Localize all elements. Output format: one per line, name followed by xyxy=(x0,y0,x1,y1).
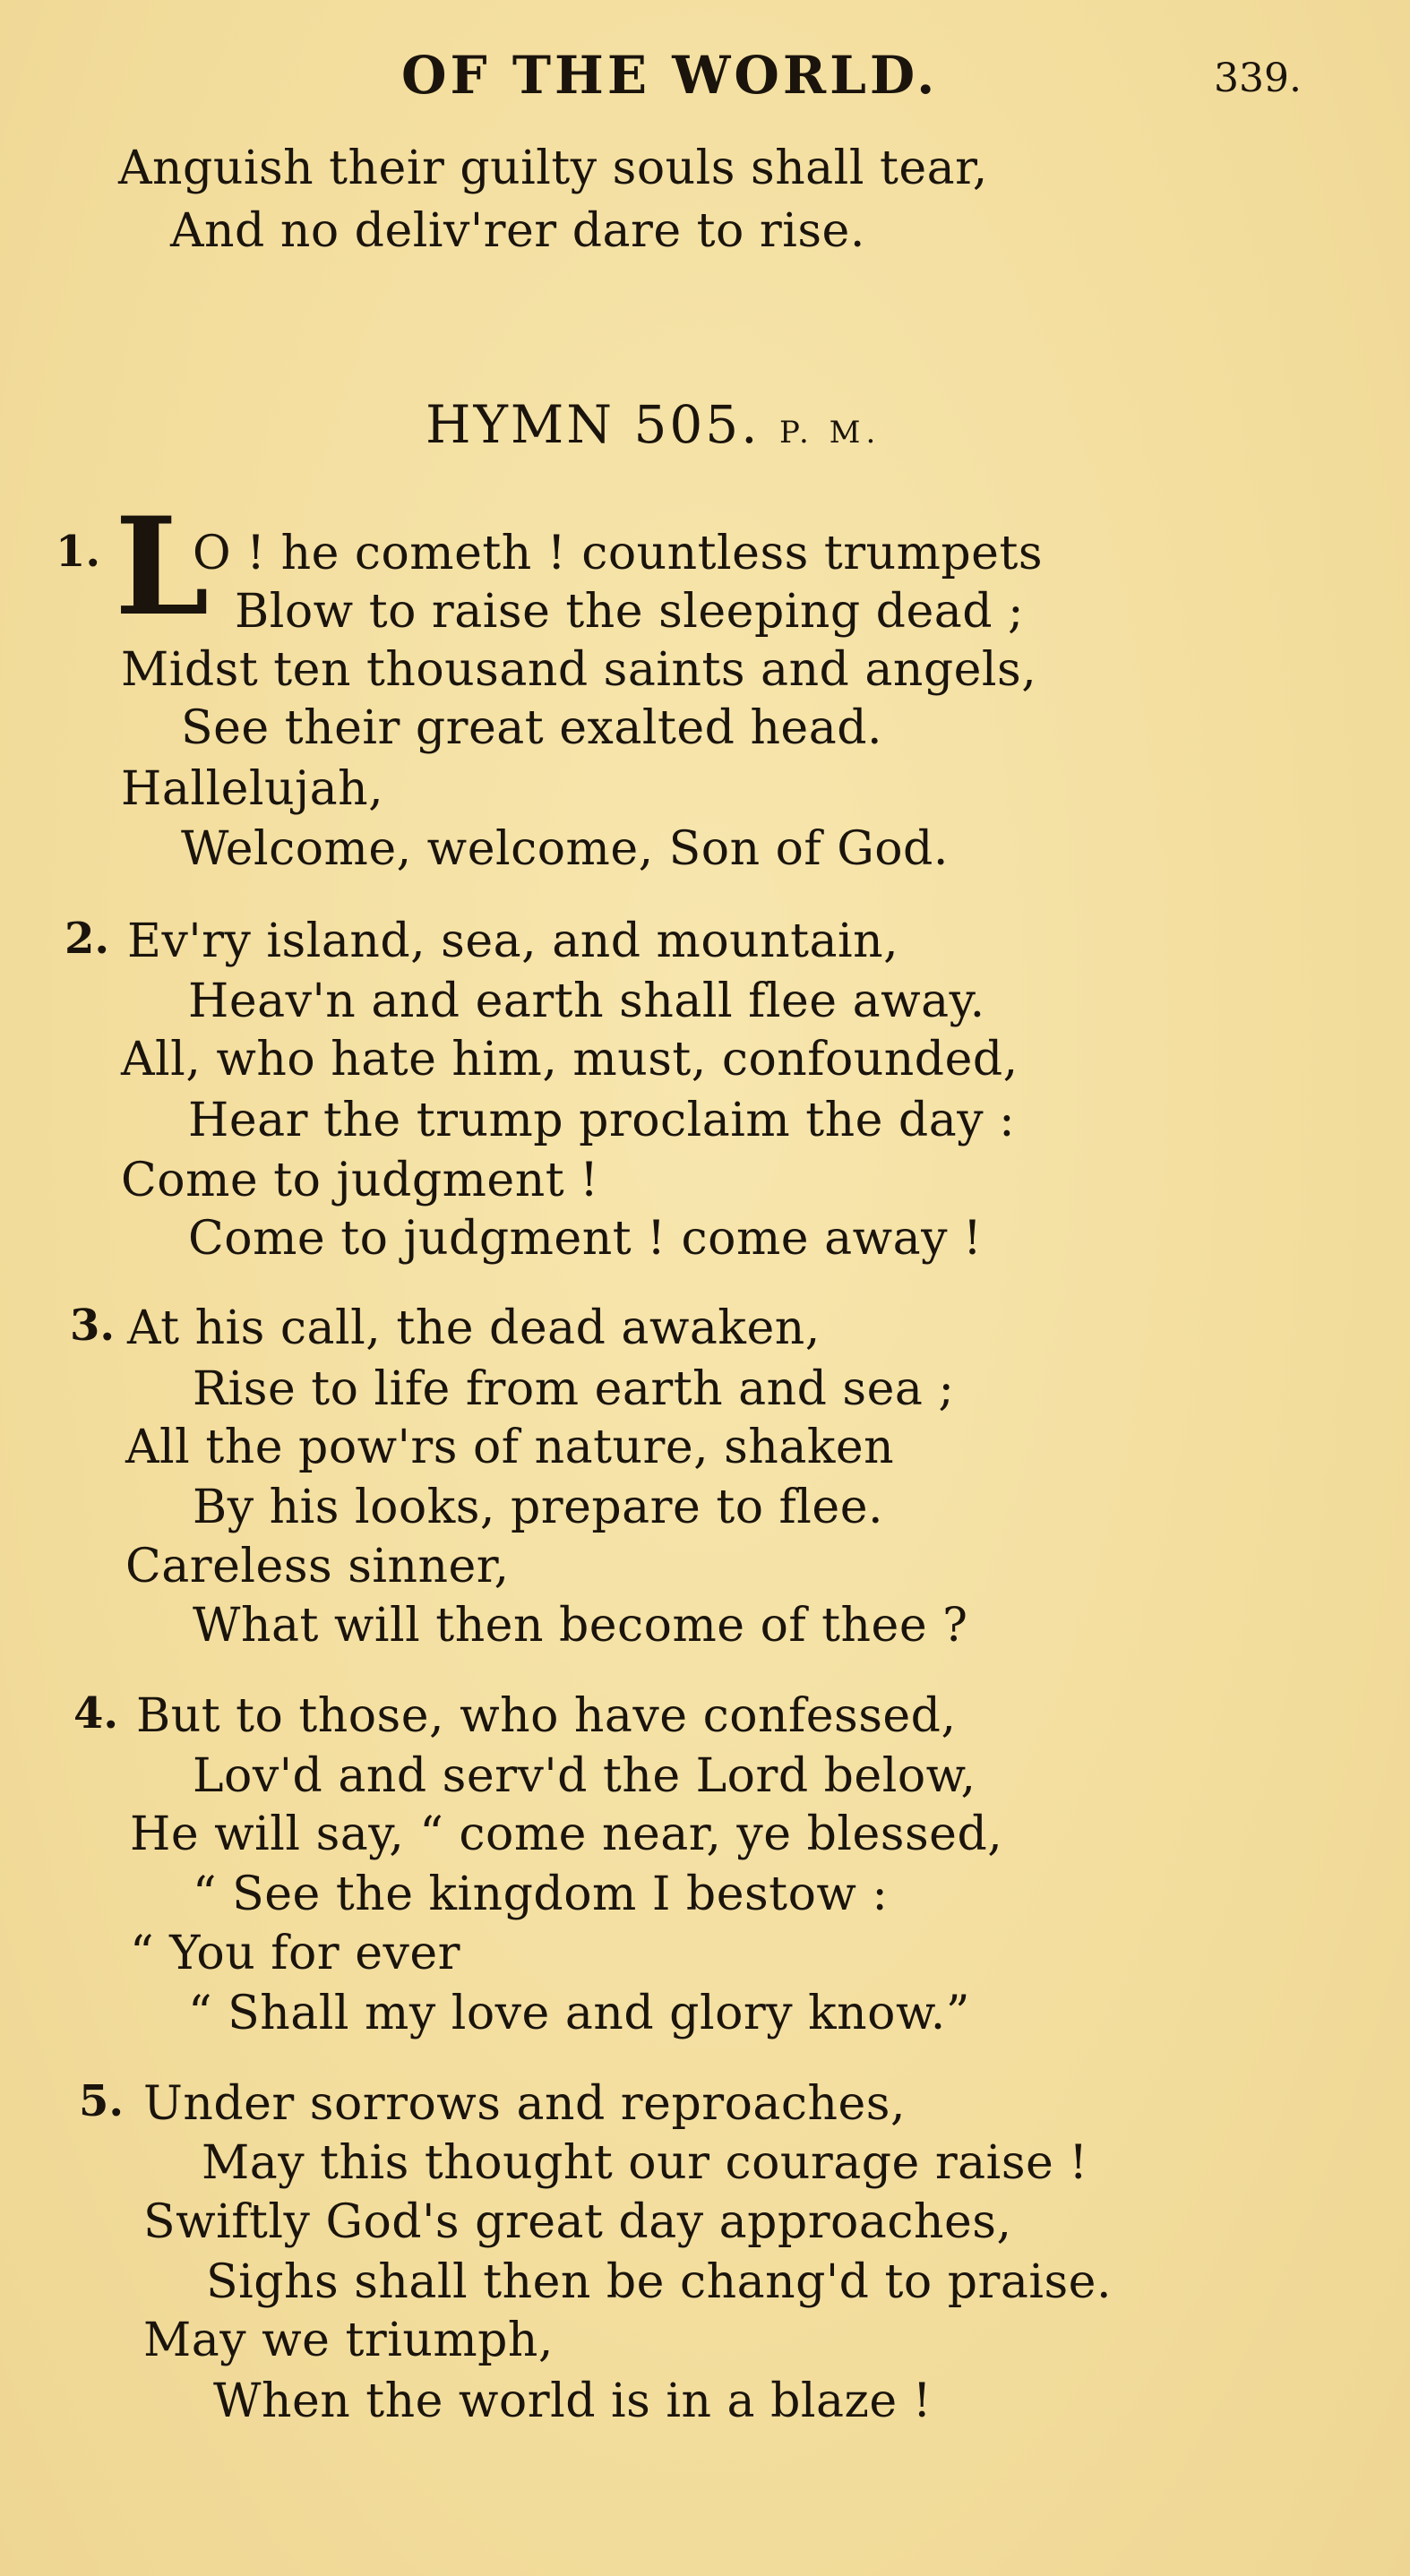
verse-line: Come to judgment ! xyxy=(121,1154,599,1207)
verse-line: By his looks, prepare to flee. xyxy=(193,1481,884,1534)
hymn-title: HYMN 505. xyxy=(426,394,761,455)
verse-number: 2. xyxy=(64,914,110,964)
verse-line: Heav'n and earth shall flee away. xyxy=(188,975,985,1028)
verse-line: What will then become of thee ? xyxy=(193,1599,968,1653)
verse-line: See their great exalted head. xyxy=(181,701,883,755)
drop-cap: L xyxy=(115,488,210,646)
verse-line: Hallelujah, xyxy=(121,762,384,816)
verse-line: He will say, “ come near, ye blessed, xyxy=(130,1807,1003,1861)
verse-line: Swiftly God's great day approaches, xyxy=(143,2195,1012,2249)
verse-line: All the pow'rs of nature, shaken xyxy=(125,1421,895,1474)
verse-line: Welcome, welcome, Son of God. xyxy=(181,822,949,876)
verse-number: 5. xyxy=(79,2076,125,2126)
hymn-heading xyxy=(426,394,881,455)
verse-line: But to those, who have confessed, xyxy=(136,1689,957,1743)
verse-line: All, who hate him, must, confounded, xyxy=(121,1033,1019,1086)
prev-verse-line: And no deliv'rer dare to rise. xyxy=(170,204,865,258)
verse-line: Blow to raise the sleeping dead ; xyxy=(235,585,1025,639)
page-number: 339. xyxy=(1214,56,1302,101)
verse-line: “ You for ever xyxy=(130,1927,460,1980)
verse-line: May this thought our courage raise ! xyxy=(202,2136,1088,2190)
verse-number: 3. xyxy=(70,1301,116,1351)
verse-line: Midst ten thousand saints and angels, xyxy=(121,643,1037,697)
verse-line: Come to judgment ! come away ! xyxy=(188,1212,983,1266)
verse-line: Ev'ry island, sea, and mountain, xyxy=(127,914,899,968)
verse-line: Rise to life from earth and sea ; xyxy=(193,1362,955,1416)
verse-number: 1. xyxy=(56,527,101,577)
verse-line: Lov'd and serv'd the Lord below, xyxy=(193,1749,976,1803)
verse-number: 4. xyxy=(73,1688,119,1739)
verse-line: Sighs shall then be chang'd to praise. xyxy=(206,2255,1112,2309)
verse-line: Careless sinner, xyxy=(125,1540,510,1593)
verse-line: O ! he cometh ! countless trumpets xyxy=(193,527,1044,580)
verse-line: Hear the trump proclaim the day : xyxy=(188,1094,1016,1147)
verse-line: Under sorrows and reproaches, xyxy=(143,2077,906,2131)
prev-verse-line: Anguish their guilty souls shall tear, xyxy=(118,142,988,195)
verse-line: At his call, the dead awaken, xyxy=(127,1301,821,1355)
verse-line: “ See the kingdom I bestow : xyxy=(193,1868,889,1921)
verse-line: “ Shall my love and glory know.” xyxy=(188,1987,970,2040)
verse-line: May we triumph, xyxy=(143,2314,554,2367)
running-title: OF THE WORLD. xyxy=(401,45,939,106)
hymn-meter: P. M. xyxy=(779,415,881,451)
verse-line: When the world is in a blaze ! xyxy=(213,2374,933,2428)
